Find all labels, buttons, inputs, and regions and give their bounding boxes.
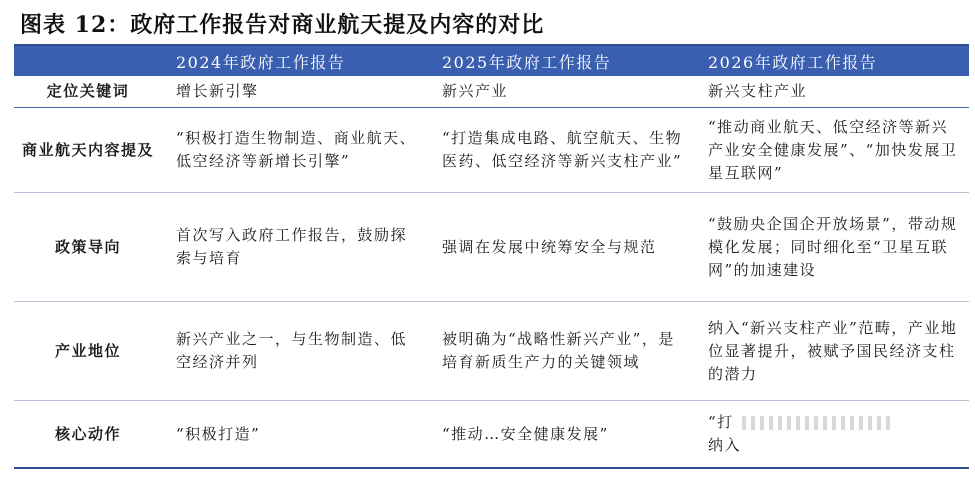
header-blank <box>14 46 162 76</box>
table-cell: 新兴产业 <box>428 76 694 108</box>
table-cell: “打造集成电路、航空航天、生物医药、低空经济等新兴支柱产业” <box>428 108 694 193</box>
table-cell: 新兴支柱产业 <box>694 76 969 108</box>
header-2026: 2026年政府工作报告 <box>694 46 969 76</box>
table-cell: 首次写入政府工作报告，鼓励探索与培育 <box>162 193 428 302</box>
comparison-table <box>14 46 969 469</box>
table-cell: “鼓励央企国企开放场景”，带动规模化发展；同时细化至“卫星互联网”的加速建设 <box>694 193 969 302</box>
table-cell: “推动商业航天、低空经济等新兴产业安全健康发展”、“加快发展卫星互联网” <box>694 108 969 193</box>
row-label: 政策导向 <box>14 193 162 302</box>
row-label: 定位关键词 <box>14 76 162 108</box>
table-cell: “推动…安全健康发展” <box>428 401 694 469</box>
table-row <box>14 76 969 108</box>
table-cell: “积极打造生物制造、商业航天、低空经济等新增长引擎” <box>162 108 428 193</box>
table-row <box>14 108 969 193</box>
row-label: 产业地位 <box>14 302 162 401</box>
table-cell: 强调在发展中统筹安全与规范 <box>428 193 694 302</box>
table-row <box>14 302 969 401</box>
table-cell-partial <box>694 401 969 469</box>
table-row <box>14 193 969 302</box>
table-cell: “积极打造” <box>162 401 428 469</box>
row-label: 核心动作 <box>14 401 162 469</box>
row-label: 商业航天内容提及 <box>14 108 162 193</box>
table-cell: 增长新引擎 <box>162 76 428 108</box>
figure-title: 图表 12：政府工作报告对商业航天提及内容的对比 <box>20 12 545 38</box>
header-2025: 2025年政府工作报告 <box>428 46 694 76</box>
table-row <box>14 401 969 469</box>
table-cell: 被明确为“战略性新兴产业”，是培育新质生产力的关键领域 <box>428 302 694 401</box>
table-cell: 新兴产业之一，与生物制造、低空经济并列 <box>162 302 428 401</box>
cell-text: “打 <box>708 413 734 431</box>
obscured-text-mask <box>742 416 892 430</box>
table-header-row <box>14 46 969 76</box>
cell-text: 纳入 <box>708 436 742 454</box>
header-2024: 2024年政府工作报告 <box>162 46 428 76</box>
table-cell: 纳入“新兴支柱产业”范畴，产业地位显著提升，被赋予国民经济支柱的潜力 <box>694 302 969 401</box>
